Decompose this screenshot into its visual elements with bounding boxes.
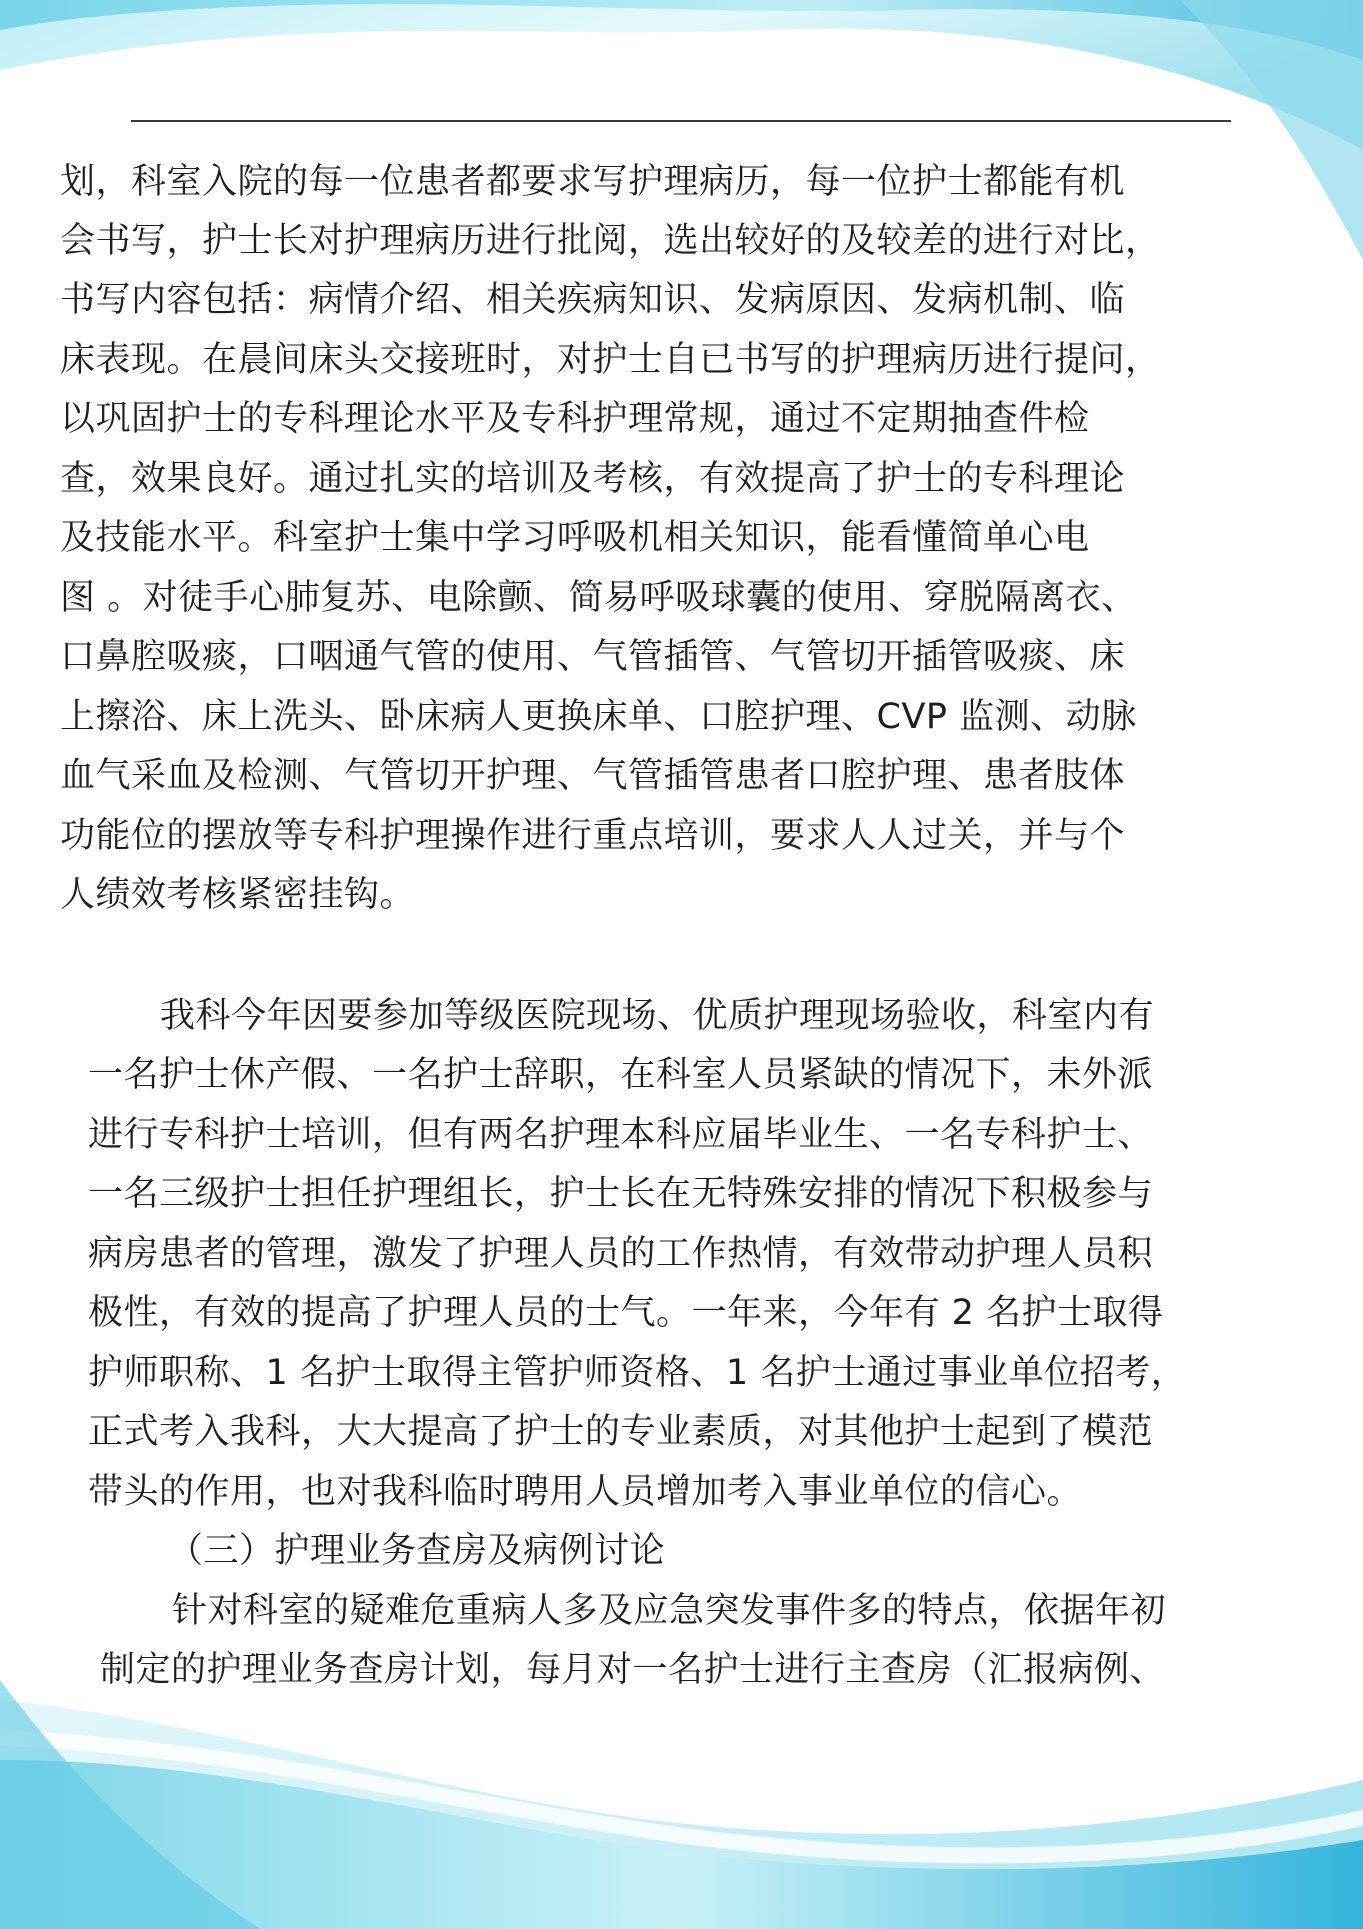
paragraph-3-line-2: 制定的护理业务查房计划，每月对一名护士进行主查房（汇报病例、	[100, 1650, 1166, 1690]
paragraph-1-line-5: 以巩固护士的专科理论水平及专科护理常规，通过不定期抽查件检	[60, 399, 1090, 439]
paragraph-1-line-10: 上擦浴、床上洗头、卧床病人更换床单、口腔护理、CVP 监测、动脉	[60, 697, 1137, 737]
paragraph-2-line-5: 病房患者的管理，激发了护理人员的工作热情，有效带动护理人员积	[88, 1234, 1154, 1274]
paragraph-1-line-1: 划，科室入院的每一位患者都要求写护理病历，每一位护士都能有机	[60, 162, 1126, 202]
paragraph-1-line-7: 及技能水平。科室护士集中学习呼吸机相关知识，能看懂简单心电	[60, 518, 1090, 558]
paragraph-1-line-4: 床表现。在晨间床头交接班时，对护士自已书写的护理病历进行提问，	[60, 340, 1161, 380]
paragraph-3-line-1: 针对科室的疑难危重病人多及应急突发事件多的特点，依据年初	[172, 1591, 1167, 1631]
paragraph-2-line-9: 带头的作用，也对我科临时聘用人员增加考入事业单位的信心。	[88, 1472, 1083, 1512]
paragraph-2-line-3: 进行专科护士培训，但有两名护理本科应届毕业生、一名专科护士、	[88, 1115, 1154, 1155]
paragraph-1-line-2: 会书写，护士长对护理病历进行批阅，选出较好的及较差的进行对比，	[60, 221, 1161, 261]
paragraph-1-line-8: 图 。对徒手心肺复苏、电除颤、简易呼吸球囊的使用、穿脱隔离衣、	[60, 578, 1137, 618]
paragraph-2-line-6: 极性，有效的提高了护理人员的士气。一年来，今年有 2 名护士取得	[88, 1293, 1164, 1333]
paragraph-1-line-12: 功能位的摆放等专科护理操作进行重点培训，要求人人过关，并与个	[60, 816, 1126, 856]
paragraph-2-line-1: 我科今年因要参加等级医院现场、优质护理现场验收，科室内有	[160, 996, 1155, 1036]
paragraph-2-line-8: 正式考入我科，大大提高了护士的专业素质，对其他护士起到了模范	[88, 1412, 1154, 1452]
paragraph-2-line-4: 一名三级护士担任护理组长，护士长在无特殊安排的情况下积极参与	[88, 1174, 1154, 1214]
paragraph-1-line-3: 书写内容包括：病情介绍、相关疾病知识、发病原因、发病机制、临	[60, 280, 1126, 320]
section-heading: （三）护理业务查房及病例讨论	[168, 1531, 666, 1571]
paragraph-1-line-9: 口鼻腔吸痰，口咽通气管的使用、气管插管、气管切开插管吸痰、床	[60, 637, 1126, 677]
paragraph-2-line-7: 护师职称、1 名护士取得主管护师资格、1 名护士通过事业单位招考，	[88, 1353, 1187, 1393]
paragraph-1-line-6: 查，效果良好。通过扎实的培训及考核，有效提高了护士的专科理论	[60, 459, 1126, 499]
paragraph-1-line-13: 人绩效考核紧密挂钩。	[60, 875, 416, 915]
paragraph-1-line-11: 血气采血及检测、气管切开护理、气管插管患者口腔护理、患者肢体	[60, 756, 1126, 796]
paragraph-2-line-2: 一名护士休产假、一名护士辞职，在科室人员紧缺的情况下，未外派	[88, 1055, 1154, 1095]
